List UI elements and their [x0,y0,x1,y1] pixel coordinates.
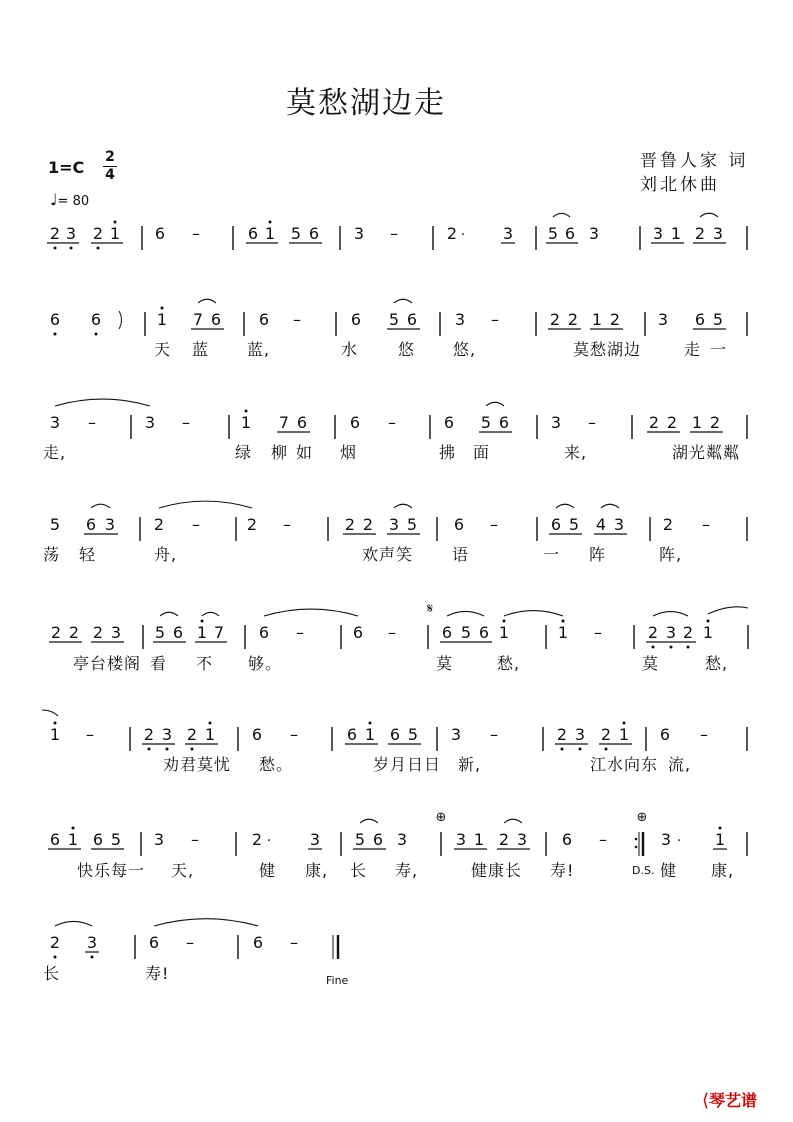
octave-dot-low [54,956,57,959]
note: 2 [647,623,659,642]
lyric-syllable: 一 [543,545,561,564]
octave-dot-high [503,620,506,623]
dash-note: – [88,413,96,432]
dash-note: – [290,933,298,952]
note: 6 [441,623,453,642]
note: 5 [354,830,366,849]
slur [394,504,412,508]
note: 3 [144,413,156,432]
dash-note: – [594,623,602,642]
lyric-syllable: 面 [473,443,491,462]
lyric-syllable: 湖光粼粼 [672,443,741,462]
note: 6 [85,515,97,534]
slur [55,399,150,406]
note: 1 [557,623,569,642]
lyric-syllable: 绿 [235,443,253,462]
note: 1 [591,310,603,329]
octave-dot-high [719,827,722,830]
note: 2 [143,725,155,744]
note: 3 [712,224,724,243]
note: 5 [290,224,302,243]
repeat-dot [635,846,638,849]
dash-note: – [390,224,398,243]
brand-name: 琴艺谱 [709,1091,758,1110]
lyric-syllable: 愁, [497,654,521,673]
octave-dot-low [148,748,151,751]
note: 3 [652,224,664,243]
note: 3 [309,830,321,849]
note: 1 [691,413,703,432]
dash-note: – [490,725,498,744]
lyric-syllable: 走, [43,443,67,462]
note: 2 [92,224,104,243]
note: 6 [564,224,576,243]
lyric-syllable: 愁。 [259,755,294,774]
note: 3 [550,413,562,432]
note: 6 [296,413,308,432]
tie-end [119,311,122,329]
note: 1 [196,623,208,642]
dash-note: – [491,310,499,329]
slur [160,612,178,616]
octave-dot-low [605,748,608,751]
note: 1 [49,725,61,744]
note: 3 [574,725,586,744]
note: 5 [407,725,419,744]
lyric-syllable: 长 [43,964,61,983]
octave-dot-high [161,307,164,310]
lyric-syllable: 快乐每一 [77,861,146,880]
lyric-syllable: 莫愁湖边 [573,340,642,359]
lyric-syllable: 岁月日日 [373,755,442,774]
note: 1 [498,623,510,642]
note: 2 [50,623,62,642]
note: 5 [154,623,166,642]
note: 3 [49,413,61,432]
octave-dot-high [209,722,212,725]
note: 2 [694,224,706,243]
note: 5 [547,224,559,243]
lyric-syllable: 健康长 [471,861,523,880]
note: 2 [709,413,721,432]
octave-dot-high [369,722,372,725]
lyric-syllable: 天, [171,861,195,880]
slur [553,213,570,217]
lyric-syllable: 康, [305,861,329,880]
note: 3 [588,224,600,243]
octave-dot-low [70,247,73,250]
lyric-syllable: 莫 [436,654,454,673]
octave-dot-low [561,748,564,751]
dash-note: – [388,413,396,432]
octave-dot-high [54,722,57,725]
lyric-syllable: 流, [668,755,692,774]
note: 2 [498,830,510,849]
slur [159,501,252,508]
note: 1 [240,413,252,432]
slur [504,611,563,616]
note: 6 [210,310,222,329]
note: 2 [246,515,258,534]
note: 1 [109,224,121,243]
lyric-syllable: 亭台楼阁 [73,654,142,673]
note: 6 [90,310,102,329]
octave-dot-high [201,620,204,623]
note: 2 [153,515,165,534]
note: 6 [349,413,361,432]
lyric-syllable: 走 [684,340,702,359]
note: 6 [352,623,364,642]
slur [42,710,58,716]
note: 2 [49,224,61,243]
note: 6 [49,830,61,849]
note: 1 [156,310,168,329]
tempo-value: = 80 [57,194,90,209]
segno-icon: 𝄋 [426,601,434,617]
note: 6 [498,413,510,432]
note: 6 [154,224,166,243]
lyric-syllable: 蓝, [247,340,271,359]
octave-dot-high [707,620,710,623]
note: 1 [702,623,714,642]
lyricist-credit: 晋鲁人家 词 [640,151,749,171]
note: 6 [694,310,706,329]
note: 3 [388,515,400,534]
note: 2 [549,310,561,329]
repeat-dot [635,838,638,841]
lyric-syllable: 愁, [705,654,729,673]
time-signature-top: 2 [105,149,115,165]
slur [447,611,484,616]
octave-dot-low [95,333,98,336]
octave-dot-low [91,956,94,959]
note: 2 [446,224,458,243]
ds-mark: D.S. [632,864,655,877]
note: 6 [478,623,490,642]
note: 6 [443,413,455,432]
note: 1 [618,725,630,744]
lyric-syllable: 荡 [43,545,61,564]
lyric-syllable: 如 [296,443,314,462]
note: 1 [264,224,276,243]
note: 2 [682,623,694,642]
dash-note: – [296,623,304,642]
fine-mark: Fine [326,974,349,987]
note: 5 [712,310,724,329]
slur [360,819,378,823]
lyric-syllable: 健 [660,861,678,880]
lyric-syllable: 寿, [395,861,419,880]
note: 5 [49,515,61,534]
lyric-syllable: 够。 [248,654,283,673]
lyric-syllable: 长 [350,861,368,880]
note: 3 [454,310,466,329]
note: 2 [362,515,374,534]
octave-dot-low [670,646,673,649]
note: 6 [247,224,259,243]
dash-note: – [86,725,94,744]
coda-icon: ⊕ [636,810,648,825]
time-signature-bottom: 4 [105,167,115,183]
lyric-syllable: 一 [710,340,728,359]
note: 5 [406,515,418,534]
note: 2 [92,623,104,642]
note: 3 [516,830,528,849]
note: 6 [659,725,671,744]
octave-dot-low [579,748,582,751]
note: 3 [396,830,408,849]
note: 7 [213,623,225,642]
composer-credit: 刘北休曲 [640,175,720,195]
lyric-syllable: 欢声笑 [362,545,414,564]
dash-note: – [700,725,708,744]
score-title: 莫愁湖边走 [286,86,446,121]
dash-note: – [702,515,710,534]
lyric-syllable: 阵, [659,545,683,564]
note: 3 [110,623,122,642]
slur [708,607,748,614]
slur [601,504,619,508]
dash-note: – [490,515,498,534]
note: 3 [104,515,116,534]
octave-dot-high [623,722,626,725]
octave-dot-low [652,646,655,649]
slur [264,609,358,616]
dot-note: · [460,227,466,243]
slur [394,299,412,303]
note: 2 [609,310,621,329]
note: 6 [251,725,263,744]
note: 5 [110,830,122,849]
note: 6 [453,515,465,534]
dash-note: – [283,515,291,534]
lyric-syllable: 来, [564,443,588,462]
note: 5 [568,515,580,534]
note: 6 [550,515,562,534]
note: 1 [670,224,682,243]
note: 3 [86,933,98,952]
slur [91,504,110,508]
dash-note: – [293,310,301,329]
lyric-syllable: 不 [196,654,214,673]
lyric-syllable: 看 [150,654,168,673]
note: 1 [364,725,376,744]
lyric-syllable: 劝君莫忧 [163,755,232,774]
note: 2 [344,515,356,534]
slur [202,612,219,616]
note: 6 [350,310,362,329]
note: 6 [372,830,384,849]
note: 3 [455,830,467,849]
dash-note: – [388,623,396,642]
note: 1 [714,830,726,849]
note: 5 [460,623,472,642]
note: 2 [648,413,660,432]
note: 5 [388,310,400,329]
octave-dot-low [54,247,57,250]
lyric-syllable: 康, [711,861,735,880]
slur [198,299,216,303]
lyric-syllable: 健 [259,861,277,880]
dash-note: – [290,725,298,744]
note: 3 [153,830,165,849]
note: 2 [556,725,568,744]
note: 2 [251,830,263,849]
note: 3 [660,830,672,849]
dash-note: – [191,830,199,849]
slur [504,819,522,823]
lyric-syllable: 语 [452,545,470,564]
octave-dot-low [191,748,194,751]
lyric-syllable: 莫 [642,654,660,673]
note: 1 [67,830,79,849]
dot-note: · [266,833,272,849]
dash-note: – [182,413,190,432]
octave-dot-low [687,646,690,649]
note: 2 [567,310,579,329]
lyric-syllable: 蓝 [192,340,210,359]
note: 2 [600,725,612,744]
lyric-syllable: 悠 [398,340,416,359]
note: 2 [666,413,678,432]
lyric-syllable: 烟 [340,443,358,462]
slur [556,504,574,508]
brand-logo-icon: ⟨ [702,1090,710,1111]
octave-dot-high [245,410,248,413]
lyric-syllable: 寿! [550,861,575,880]
dash-note: – [192,515,200,534]
note: 6 [172,623,184,642]
note: 6 [49,310,61,329]
lyric-syllable: 新, [458,755,482,774]
note: 1 [204,725,216,744]
note: 3 [657,310,669,329]
slur [486,402,504,406]
lyric-syllable: 阵 [589,545,607,564]
octave-dot-low [54,333,57,336]
note: 6 [308,224,320,243]
note: 3 [65,224,77,243]
octave-dot-low [97,247,100,250]
dash-note: – [192,224,200,243]
note: 7 [278,413,290,432]
lyric-syllable: 轻 [79,545,97,564]
note: 3 [161,725,173,744]
note: 3 [353,224,365,243]
slur [154,919,258,926]
note: 6 [406,310,418,329]
lyric-syllable: 舟, [154,545,178,564]
quarter-note-icon: ♩ [50,190,58,209]
note: 6 [252,933,264,952]
note: 6 [346,725,358,744]
note: 7 [192,310,204,329]
octave-dot-low [166,748,169,751]
note: 6 [92,830,104,849]
note: 3 [665,623,677,642]
key-signature: 1=C [48,158,85,177]
octave-dot-high [114,221,117,224]
lyric-syllable: 江水向东 [590,755,659,774]
note: 2 [662,515,674,534]
note: 3 [450,725,462,744]
note: 5 [480,413,492,432]
lyric-syllable: 柳 [271,443,289,462]
note: 1 [473,830,485,849]
note: 2 [68,623,80,642]
note: 3 [502,224,514,243]
note: 6 [389,725,401,744]
lyric-syllable: 水 [341,340,359,359]
note: 6 [258,310,270,329]
note: 6 [148,933,160,952]
slur [653,612,688,616]
lyric-syllable: 寿! [145,964,170,983]
dash-note: – [599,830,607,849]
coda-icon: ⊕ [435,810,447,825]
slur [700,213,718,217]
octave-dot-high [72,827,75,830]
lyric-syllable: 天 [154,340,172,359]
lyric-syllable: 悠, [453,340,477,359]
dot-note: · [676,833,682,849]
note: 2 [186,725,198,744]
note: 4 [595,515,607,534]
note: 6 [561,830,573,849]
octave-dot-high [562,620,565,623]
note: 3 [613,515,625,534]
note: 2 [49,933,61,952]
brand-logo [702,1088,757,1111]
slur [55,921,92,926]
note: 6 [258,623,270,642]
dash-note: – [186,933,194,952]
octave-dot-high [269,221,272,224]
lyric-syllable: 拂 [439,443,457,462]
dash-note: – [588,413,596,432]
